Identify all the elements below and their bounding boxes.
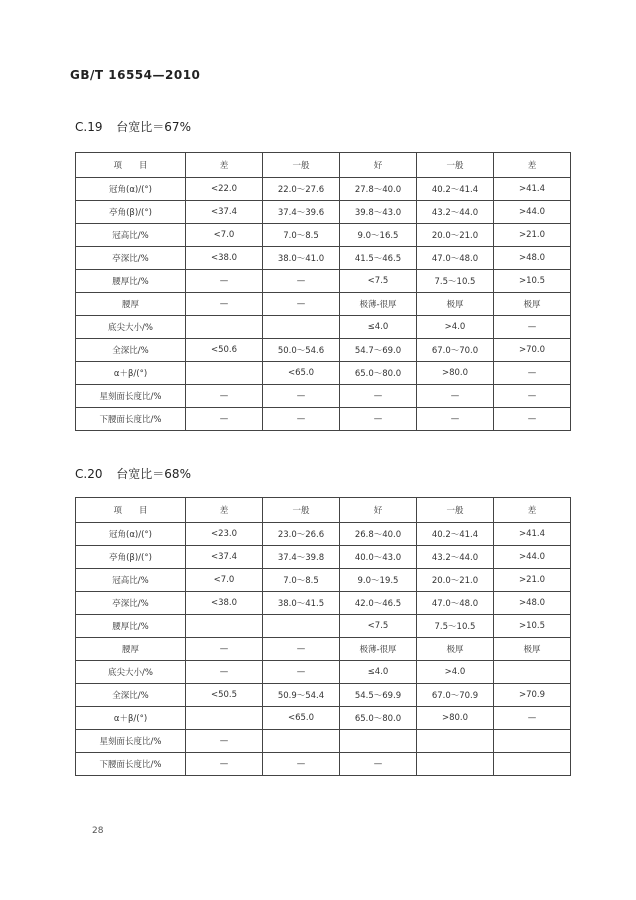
table-cell: >41.4 (494, 178, 571, 201)
table-cell (263, 615, 340, 638)
table-cell (340, 730, 417, 753)
table-cell: 9.0～16.5 (340, 224, 417, 247)
row-label: 底尖大小/% (76, 661, 186, 684)
table-row (76, 569, 571, 592)
column-header-grade: 一般 (417, 153, 494, 178)
table-cell: <7.0 (186, 224, 263, 247)
column-header-grade: 一般 (263, 153, 340, 178)
table-cell: 37.4～39.6 (263, 201, 340, 224)
table-cell (186, 615, 263, 638)
table-cell (186, 707, 263, 730)
table-cell: 27.8～40.0 (340, 178, 417, 201)
table-cell: >21.0 (494, 569, 571, 592)
table-cell: — (186, 661, 263, 684)
table-cell: — (494, 316, 571, 339)
table-cell (494, 661, 571, 684)
table-cell: 50.9～54.4 (263, 684, 340, 707)
table-row (76, 615, 571, 638)
table-cell: — (186, 753, 263, 776)
table-cell: 40.2～41.4 (417, 178, 494, 201)
table-cell: 43.2～44.0 (417, 546, 494, 569)
table-cell: 极厚 (494, 293, 571, 316)
table-cell: — (186, 293, 263, 316)
column-header-item: 项 目 (76, 498, 186, 523)
table-cell: 23.0～26.6 (263, 523, 340, 546)
standard-code: GB/T 16554—2010 (70, 68, 201, 82)
table-cell: — (263, 661, 340, 684)
table-cell (263, 730, 340, 753)
row-label: α＋β/(°) (76, 707, 186, 730)
table-cell: 39.8～43.0 (340, 201, 417, 224)
table-cell: — (340, 408, 417, 431)
table-row (76, 224, 571, 247)
table-cell: >4.0 (417, 661, 494, 684)
table-cell: — (340, 385, 417, 408)
table-cell (417, 730, 494, 753)
table-cell: 20.0～21.0 (417, 224, 494, 247)
table-row (76, 270, 571, 293)
table-cell: — (263, 270, 340, 293)
table-cell: <38.0 (186, 247, 263, 270)
table-cell: >21.0 (494, 224, 571, 247)
table-row (76, 362, 571, 385)
table-cell: 65.0～80.0 (340, 362, 417, 385)
column-header-grade: 差 (186, 498, 263, 523)
row-label: 底尖大小/% (76, 316, 186, 339)
column-header-grade: 好 (340, 153, 417, 178)
table-row (76, 546, 571, 569)
table-row (76, 339, 571, 362)
table-row (76, 638, 571, 661)
table-cell: 47.0～48.0 (417, 247, 494, 270)
table-cell (494, 753, 571, 776)
table-row (76, 753, 571, 776)
table-cell: 7.5～10.5 (417, 615, 494, 638)
row-label: 星刻面长度比/% (76, 385, 186, 408)
table-cell: <7.0 (186, 569, 263, 592)
table-cell: >10.5 (494, 270, 571, 293)
table-cell: — (417, 408, 494, 431)
section-caption: 台宽比＝67% (116, 120, 191, 134)
table-cell (186, 316, 263, 339)
table-cell: 9.0～19.5 (340, 569, 417, 592)
table-cell: 极厚 (417, 293, 494, 316)
table-cell: 38.0～41.5 (263, 592, 340, 615)
table-cell: — (340, 753, 417, 776)
table-row (76, 316, 571, 339)
table-cell: <37.4 (186, 201, 263, 224)
column-header-grade: 一般 (263, 498, 340, 523)
table-cell: 极厚 (494, 638, 571, 661)
row-label: 亭深比/% (76, 247, 186, 270)
table-cell: >10.5 (494, 615, 571, 638)
table-cell: <22.0 (186, 178, 263, 201)
table-cell: — (263, 408, 340, 431)
table-cell: 65.0～80.0 (340, 707, 417, 730)
table-cell: 54.5～69.9 (340, 684, 417, 707)
table-cell: <65.0 (263, 362, 340, 385)
table-cell: 40.2～41.4 (417, 523, 494, 546)
table-cell (417, 753, 494, 776)
section-number: C.19 (75, 120, 103, 134)
row-label: 腰厚比/% (76, 615, 186, 638)
table-cell: 50.0～54.6 (263, 339, 340, 362)
column-header-grade: 差 (494, 498, 571, 523)
table-cell: >4.0 (417, 316, 494, 339)
table-row (76, 730, 571, 753)
table-cell: <38.0 (186, 592, 263, 615)
table-cell: 54.7～69.0 (340, 339, 417, 362)
table-cell: 67.0～70.9 (417, 684, 494, 707)
table-cell: <50.5 (186, 684, 263, 707)
section-caption: 台宽比＝68% (116, 467, 191, 481)
table-row (76, 707, 571, 730)
table-cell: >70.9 (494, 684, 571, 707)
table-cell: 7.0～8.5 (263, 224, 340, 247)
table-row (76, 247, 571, 270)
table-cell: 37.4～39.8 (263, 546, 340, 569)
table-cell: >80.0 (417, 707, 494, 730)
table-cell: — (494, 362, 571, 385)
row-label: 冠角(α)/(°) (76, 523, 186, 546)
section-title-c19 (75, 118, 191, 135)
column-header-grade: 差 (186, 153, 263, 178)
row-label: 冠角(α)/(°) (76, 178, 186, 201)
column-header-grade: 好 (340, 498, 417, 523)
table-cell: 极薄-很厚 (340, 638, 417, 661)
section-title-c20 (75, 465, 191, 482)
table-cell: >48.0 (494, 247, 571, 270)
table-cell (263, 316, 340, 339)
table-cell: <7.5 (340, 270, 417, 293)
row-label: α＋β/(°) (76, 362, 186, 385)
table-cell: — (494, 385, 571, 408)
page-number: 28 (92, 826, 104, 836)
row-label: 冠高比/% (76, 569, 186, 592)
row-label: 冠高比/% (76, 224, 186, 247)
table-row (76, 293, 571, 316)
table-cell: — (263, 385, 340, 408)
table-cell: 7.0～8.5 (263, 569, 340, 592)
row-label: 全深比/% (76, 339, 186, 362)
table-cell: 42.0～46.5 (340, 592, 417, 615)
grading-table-c20 (75, 497, 571, 776)
table-row (76, 385, 571, 408)
table-cell: >70.0 (494, 339, 571, 362)
table-cell: <50.6 (186, 339, 263, 362)
table-row (76, 684, 571, 707)
row-label: 亭深比/% (76, 592, 186, 615)
table-cell (494, 730, 571, 753)
column-header-grade: 差 (494, 153, 571, 178)
table-cell: — (263, 638, 340, 661)
table-cell: 67.0～70.0 (417, 339, 494, 362)
table-cell: >44.0 (494, 201, 571, 224)
row-label: 亭角(β)/(°) (76, 201, 186, 224)
table-row (76, 661, 571, 684)
table-cell: 38.0～41.0 (263, 247, 340, 270)
table-row (76, 201, 571, 224)
table-cell: <23.0 (186, 523, 263, 546)
table-cell: <65.0 (263, 707, 340, 730)
table-cell: — (186, 385, 263, 408)
table-cell: 22.0～27.6 (263, 178, 340, 201)
table-cell: ≤4.0 (340, 661, 417, 684)
table-cell: 40.0～43.0 (340, 546, 417, 569)
row-label: 下腰面长度比/% (76, 753, 186, 776)
row-label: 亭角(β)/(°) (76, 546, 186, 569)
table-row (76, 592, 571, 615)
column-header-item: 项 目 (76, 153, 186, 178)
table-cell: >41.4 (494, 523, 571, 546)
table-row (76, 178, 571, 201)
table-cell: 26.8～40.0 (340, 523, 417, 546)
table-header-row (76, 153, 571, 178)
table-cell: — (186, 638, 263, 661)
table-row (76, 523, 571, 546)
row-label: 腰厚 (76, 293, 186, 316)
table-cell: 41.5～46.5 (340, 247, 417, 270)
table-cell: — (263, 293, 340, 316)
row-label: 腰厚比/% (76, 270, 186, 293)
table-cell: 极薄-很厚 (340, 293, 417, 316)
table-cell: 20.0～21.0 (417, 569, 494, 592)
column-header-grade: 一般 (417, 498, 494, 523)
table-cell: >80.0 (417, 362, 494, 385)
table-cell: — (494, 408, 571, 431)
row-label: 全深比/% (76, 684, 186, 707)
grading-table-c19 (75, 152, 571, 431)
table-cell: <37.4 (186, 546, 263, 569)
table-cell: ≤4.0 (340, 316, 417, 339)
row-label: 星刻面长度比/% (76, 730, 186, 753)
table-cell: — (494, 707, 571, 730)
table-cell: >44.0 (494, 546, 571, 569)
row-label: 腰厚 (76, 638, 186, 661)
table-cell: 47.0～48.0 (417, 592, 494, 615)
table-cell: — (417, 385, 494, 408)
table-cell: — (186, 408, 263, 431)
table-header-row (76, 498, 571, 523)
table-cell (186, 362, 263, 385)
section-number: C.20 (75, 467, 103, 481)
table-cell: <7.5 (340, 615, 417, 638)
row-label: 下腰面长度比/% (76, 408, 186, 431)
table-cell: 7.5～10.5 (417, 270, 494, 293)
table-row (76, 408, 571, 431)
table-cell: — (263, 753, 340, 776)
table-cell: >48.0 (494, 592, 571, 615)
table-cell: 极厚 (417, 638, 494, 661)
table-cell: — (186, 730, 263, 753)
table-cell: 43.2～44.0 (417, 201, 494, 224)
table-cell: — (186, 270, 263, 293)
